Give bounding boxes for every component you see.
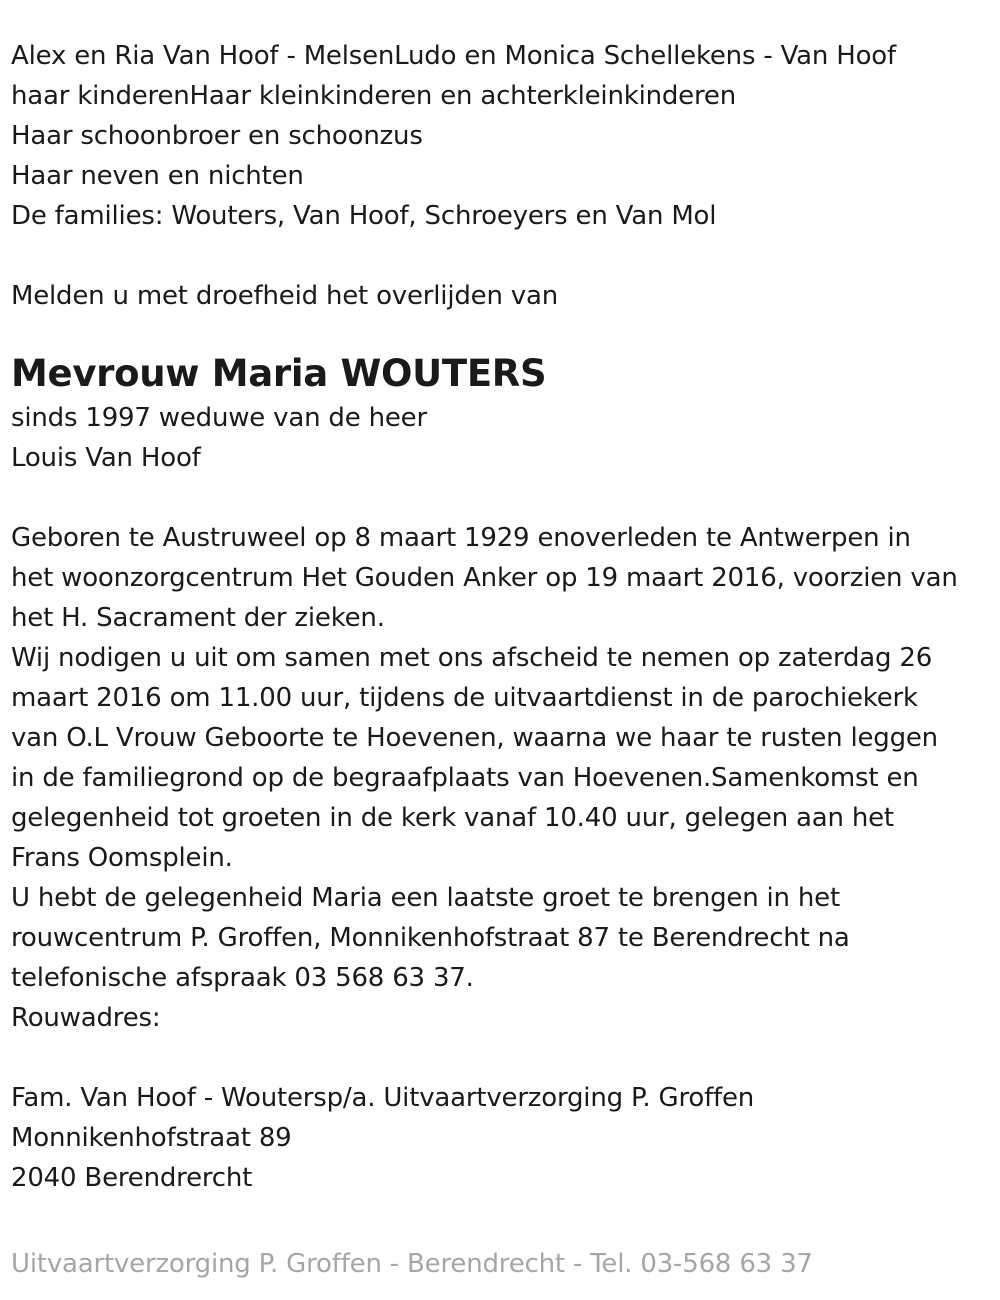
body-line: gelegenheid tot groeten in de kerk vanaf 10.40 uur, gelegen aan het [11, 803, 894, 833]
body-line: U hebt de gelegenheid Maria een laatste groet te brengen in het [11, 883, 840, 913]
body-line: rouwcentrum P. Groffen, Monnikenhofstraat 87 te Berendrecht na [11, 923, 850, 953]
body-line: het woonzorgcentrum Het Gouden Anker op 19 maart 2016, voorzien van [11, 563, 958, 593]
obituary-body [11, 518, 996, 1038]
mourning-address [11, 1078, 996, 1198]
family-line: haar kinderenHaar kleinkinderen en achterkleinkinderen [11, 81, 736, 111]
address-line: Monnikenhofstraat 89 [11, 1123, 292, 1153]
spacer [11, 316, 996, 344]
body-line: Rouwadres: [11, 1003, 161, 1033]
address-line: Fam. Van Hoof - Woutersp/a. Uitvaartverzorging P. Groffen [11, 1083, 755, 1113]
deceased-name: Mevrouw Maria WOUTERS [11, 352, 547, 395]
spacer [11, 1038, 996, 1078]
body-line: maart 2016 om 11.00 uur, tijdens de uitvaartdienst in de parochiekerk [11, 683, 918, 713]
body-line: van O.L Vrouw Geboorte te Hoevenen, waarna we haar te rusten leggen [11, 723, 938, 753]
deceased-detail: Louis Van Hoof [11, 443, 201, 473]
family-list [11, 36, 996, 236]
body-line: telefonische afspraak 03 568 63 37. [11, 963, 474, 993]
funeral-home-footer: Uitvaartverzorging P. Groffen - Berendrecht - Tel. 03-568 63 37 [11, 1249, 813, 1279]
body-line: Wij nodigen u uit om samen met ons afscheid te nemen op zaterdag 26 [11, 643, 933, 673]
spacer [11, 478, 996, 518]
body-line: in de familiegrond op de begraafplaats van Hoevenen.Samenkomst en [11, 763, 919, 793]
address-line: 2040 Berendrercht [11, 1163, 253, 1193]
family-line: Haar neven en nichten [11, 161, 304, 191]
announcement-text: Melden u met droefheid het overlijden van [11, 281, 558, 311]
body-line: het H. Sacrament der zieken. [11, 603, 385, 633]
obituary-notice [11, 36, 996, 1198]
body-line: Geboren te Austruweel op 8 maart 1929 enoverleden te Antwerpen in [11, 523, 911, 553]
spacer [11, 236, 996, 276]
family-line: Haar schoonbroer en schoonzus [11, 121, 423, 151]
body-line: Frans Oomsplein. [11, 843, 233, 873]
deceased-detail: sinds 1997 weduwe van de heer [11, 403, 427, 433]
family-line: Alex en Ria Van Hoof - MelsenLudo en Monica Schellekens - Van Hoof [11, 41, 896, 71]
family-line: De families: Wouters, Van Hoof, Schroeyers en Van Mol [11, 201, 717, 231]
